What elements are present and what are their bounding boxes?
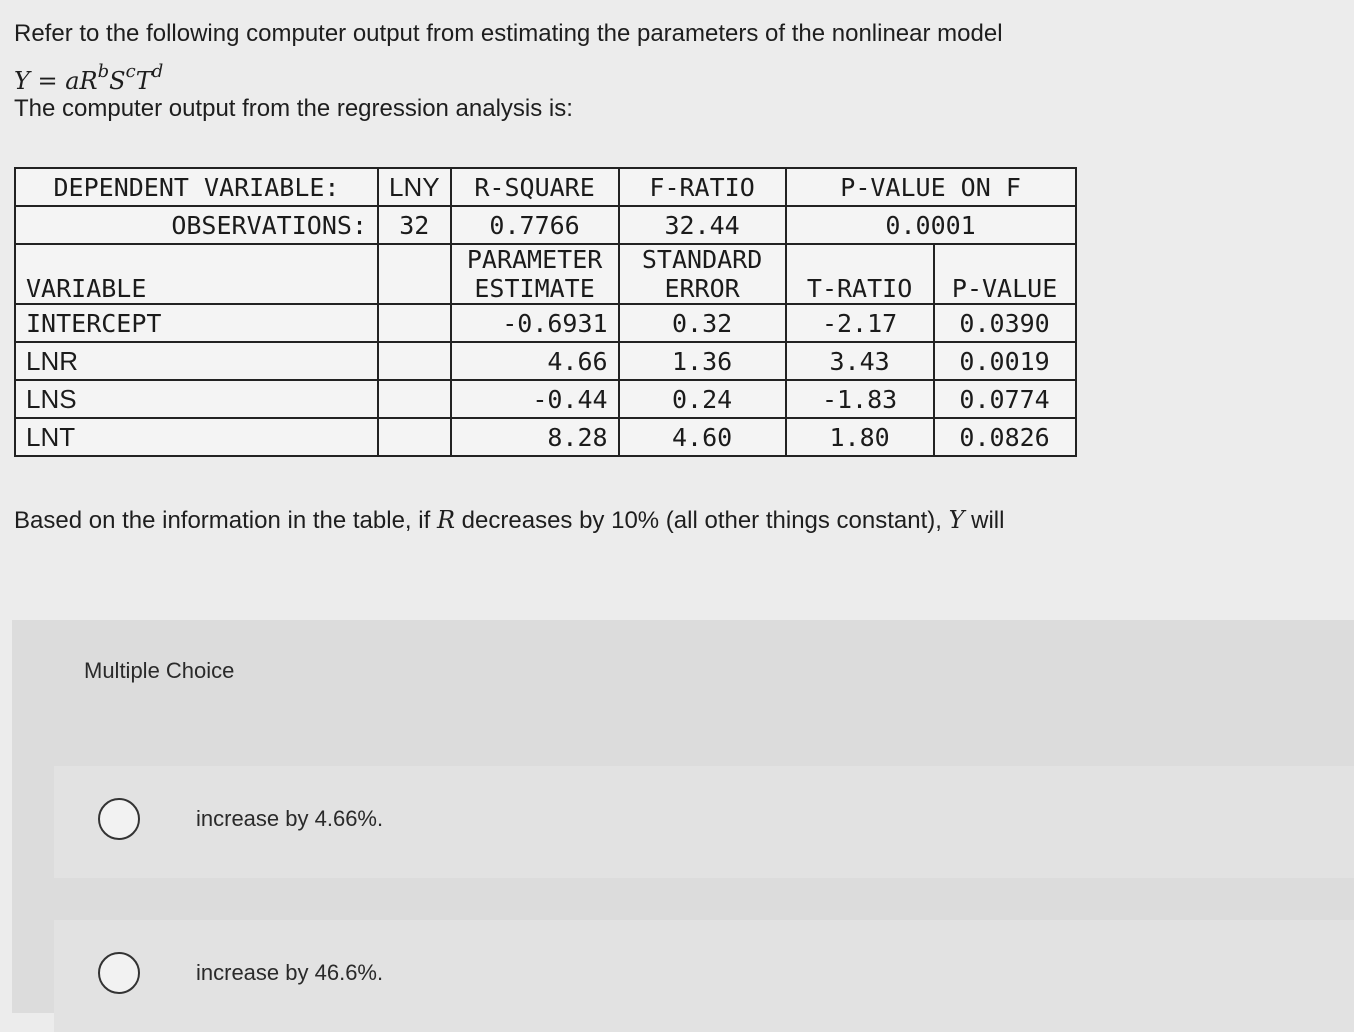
radio-button-icon[interactable] — [98, 952, 140, 994]
formula-r: R — [79, 67, 98, 95]
parameter-header-line-2: ESTIMATE — [474, 274, 595, 303]
choice-option-2[interactable] — [54, 920, 1354, 1032]
table-row — [15, 380, 1076, 418]
dependent-variable-value: LNY — [378, 168, 451, 206]
model-formula — [14, 50, 1314, 94]
multiple-choice-panel — [12, 620, 1354, 1013]
empty-cell — [378, 418, 451, 456]
row-p-value: 0.0019 — [934, 342, 1076, 380]
question-text — [14, 18, 1314, 124]
empty-cell — [378, 342, 451, 380]
observations-value: 32 — [378, 206, 451, 244]
empty-cell — [378, 380, 451, 418]
row-variable: LNS — [15, 380, 378, 418]
empty-header-cell — [378, 244, 451, 304]
row-t-ratio: 1.80 — [786, 418, 934, 456]
standard-error-header-line-2: ERROR — [664, 274, 740, 303]
t-ratio-header: T-RATIO — [786, 244, 934, 304]
row-t-ratio: -2.17 — [786, 304, 934, 342]
row-variable: LNT — [15, 418, 378, 456]
f-ratio-value: 32.44 — [619, 206, 786, 244]
table-row — [15, 342, 1076, 380]
row-standard-error: 1.36 — [619, 342, 786, 380]
formula-d: d — [151, 61, 164, 82]
parameter-header-line-1: PARAMETER — [466, 245, 603, 274]
regression-output-table — [14, 167, 1077, 457]
multiple-choice-title: Multiple Choice — [84, 658, 235, 683]
question-prompt — [14, 506, 1004, 535]
row-p-value: 0.0390 — [934, 304, 1076, 342]
formula-a: a — [65, 67, 80, 95]
formula-s: S — [109, 67, 126, 95]
choice-label[interactable]: increase by 46.6%. — [196, 960, 384, 985]
p-value-header: P-VALUE — [934, 244, 1076, 304]
row-variable: INTERCEPT — [15, 304, 378, 342]
formula-eq: = — [29, 67, 66, 95]
row-variable: LNR — [15, 342, 378, 380]
choice-option-1[interactable] — [54, 766, 1354, 878]
empty-cell — [378, 304, 451, 342]
standard-error-header-line-1: STANDARD — [641, 245, 763, 274]
dependent-variable-label: DEPENDENT VARIABLE: — [15, 168, 378, 206]
table-header-row-1 — [15, 168, 1076, 206]
table-header-row-2 — [15, 206, 1076, 244]
variable-column-header: VARIABLE — [15, 244, 378, 304]
r-square-label: R-SQUARE — [451, 168, 619, 206]
row-estimate: -0.44 — [451, 380, 619, 418]
table-row — [15, 418, 1076, 456]
table-row — [15, 304, 1076, 342]
row-estimate: 4.66 — [451, 342, 619, 380]
prompt-part-2: decreases by 10% (all other things constant), — [455, 507, 949, 534]
formula-t: T — [135, 67, 152, 95]
formula-lhs: Y — [14, 67, 30, 95]
radio-button-icon[interactable] — [98, 798, 140, 840]
prompt-var-y: Y — [948, 506, 965, 534]
formula-b: b — [97, 61, 110, 82]
standard-error-header — [619, 244, 786, 304]
row-estimate: -0.6931 — [451, 304, 619, 342]
question-intro: Refer to the following computer output from estimating the parameters of the nonlinear model — [14, 20, 1003, 47]
prompt-part-1: Based on the information in the table, if — [14, 507, 437, 534]
formula-c: c — [125, 61, 136, 82]
f-ratio-label: F-RATIO — [619, 168, 786, 206]
row-p-value: 0.0774 — [934, 380, 1076, 418]
observations-label: OBSERVATIONS: — [15, 206, 378, 244]
row-standard-error: 0.32 — [619, 304, 786, 342]
row-standard-error: 4.60 — [619, 418, 786, 456]
row-p-value: 0.0826 — [934, 418, 1076, 456]
question-intro-2: The computer output from the regression analysis is: — [14, 95, 573, 122]
row-estimate: 8.28 — [451, 418, 619, 456]
row-standard-error: 0.24 — [619, 380, 786, 418]
p-value-on-f-label: P-VALUE ON F — [786, 168, 1076, 206]
parameter-estimate-header — [451, 244, 619, 304]
prompt-var-r: R — [436, 506, 456, 534]
prompt-part-3: will — [964, 507, 1005, 534]
choice-label[interactable]: increase by 4.66%. — [196, 806, 384, 831]
row-t-ratio: 3.43 — [786, 342, 934, 380]
table-column-header-row — [15, 244, 1076, 304]
row-t-ratio: -1.83 — [786, 380, 934, 418]
r-square-value: 0.7766 — [451, 206, 619, 244]
p-value-on-f-value: 0.0001 — [786, 206, 1076, 244]
